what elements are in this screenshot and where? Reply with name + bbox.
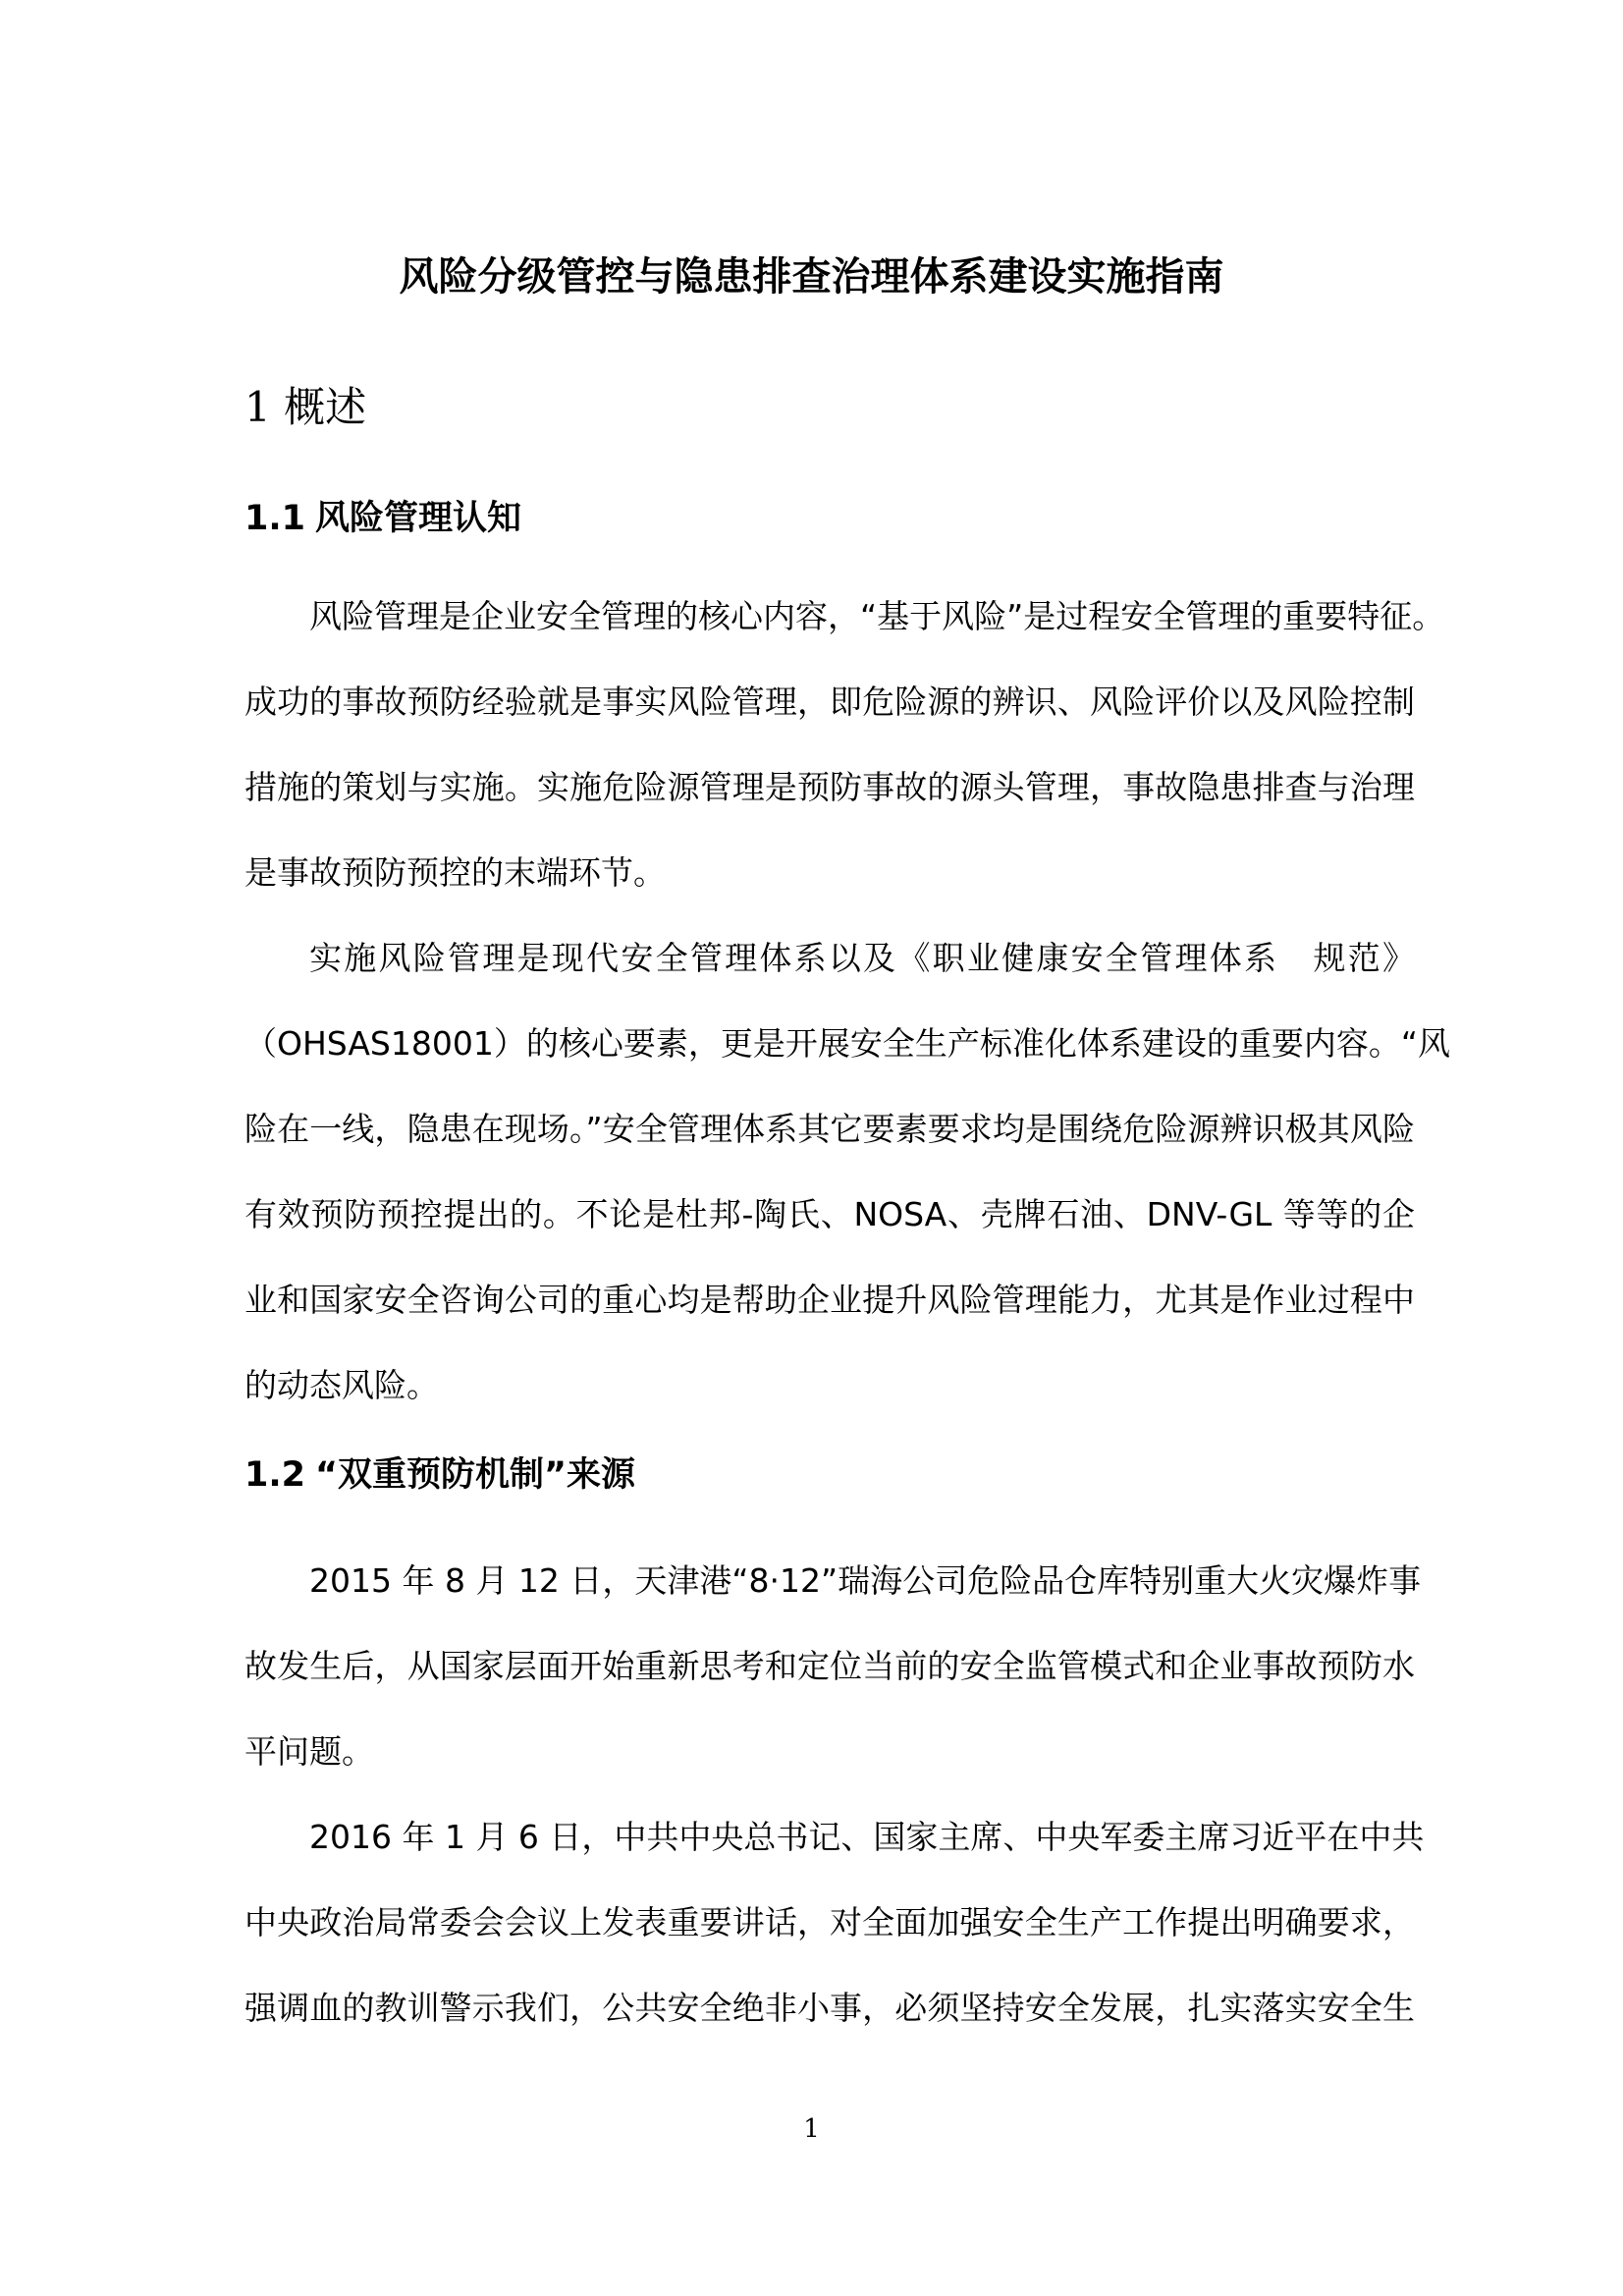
paragraph-line: 平问题。 [244, 1732, 374, 1771]
paragraph-line: 强调血的教训警示我们，公共安全绝非小事，必须坚持安全发展，扎实落实安全生 [244, 1989, 1415, 2027]
section-1-2-heading [244, 1450, 635, 1500]
paragraph [244, 915, 1450, 1428]
paragraph-line: 风险管理是企业安全管理的核心内容，“基于风险”是过程安全管理的重要特征。 [309, 597, 1445, 635]
paragraph-line: 成功的事故预防经验就是事实风险管理，即危险源的辨识、风险评价以及风险控制 [244, 683, 1415, 721]
document-title: 风险分级管控与隐患排查治理体系建设实施指南 [399, 254, 1224, 300]
paragraph-line: 2015 年 8 月 12 日，天津港“8·12”瑞海公司危险品仓库特别重大火灾爆炸事 [309, 1561, 1422, 1600]
paragraph-line: 实施风险管理是现代安全管理体系以及《职业健康安全管理体系 规范》 [309, 939, 1415, 977]
paragraph-line: 业和国家安全咨询公司的重心均是帮助企业提升风险管理能力，尤其是作业过程中 [244, 1281, 1415, 1319]
paragraph [244, 1794, 1425, 2050]
paragraph-line: 2016 年 1 月 6 日，中共中央总书记、国家主席、中央军委主席习近平在中共 [309, 1818, 1425, 1856]
section-title: “双重预防机制”来源 [315, 1455, 636, 1495]
paragraph-line: 的动态风险。 [244, 1366, 439, 1404]
paragraph [244, 574, 1445, 915]
paragraph-line: 险在一线，隐患在现场。”安全管理体系其它要素要求均是围绕危险源辨识极其风险 [244, 1110, 1415, 1148]
paragraph [244, 1538, 1422, 1794]
paragraph-line: 措施的策划与实施。实施危险源管理是预防事故的源头管理，事故隐患排查与治理 [244, 768, 1415, 806]
section-title: 风险管理认知 [315, 499, 522, 538]
paragraph-line: 故发生后，从国家层面开始重新思考和定位当前的安全监管模式和企业事故预防水 [244, 1647, 1415, 1685]
page-number: 1 [803, 2114, 820, 2144]
paragraph-line: （OHSAS18001）的核心要素，更是开展安全生产标准化体系建设的重要内容。“风 [244, 1024, 1450, 1063]
section-number: 1.1 [244, 499, 306, 538]
paragraph-line: 中央政治局常委会会议上发表重要讲话，对全面加强安全生产工作提出明确要求， [244, 1903, 1415, 1941]
section-1-heading: 1 概述 [244, 383, 367, 431]
paragraph-line: 有效预防预控提出的。不论是杜邦-陶氏、NOSA、壳牌石油、DNV-GL 等等的企 [244, 1195, 1415, 1233]
section-number: 1.2 [244, 1455, 306, 1495]
section-1-1-heading [244, 494, 521, 543]
paragraph-line: 是事故预防预控的末端环节。 [244, 853, 666, 892]
